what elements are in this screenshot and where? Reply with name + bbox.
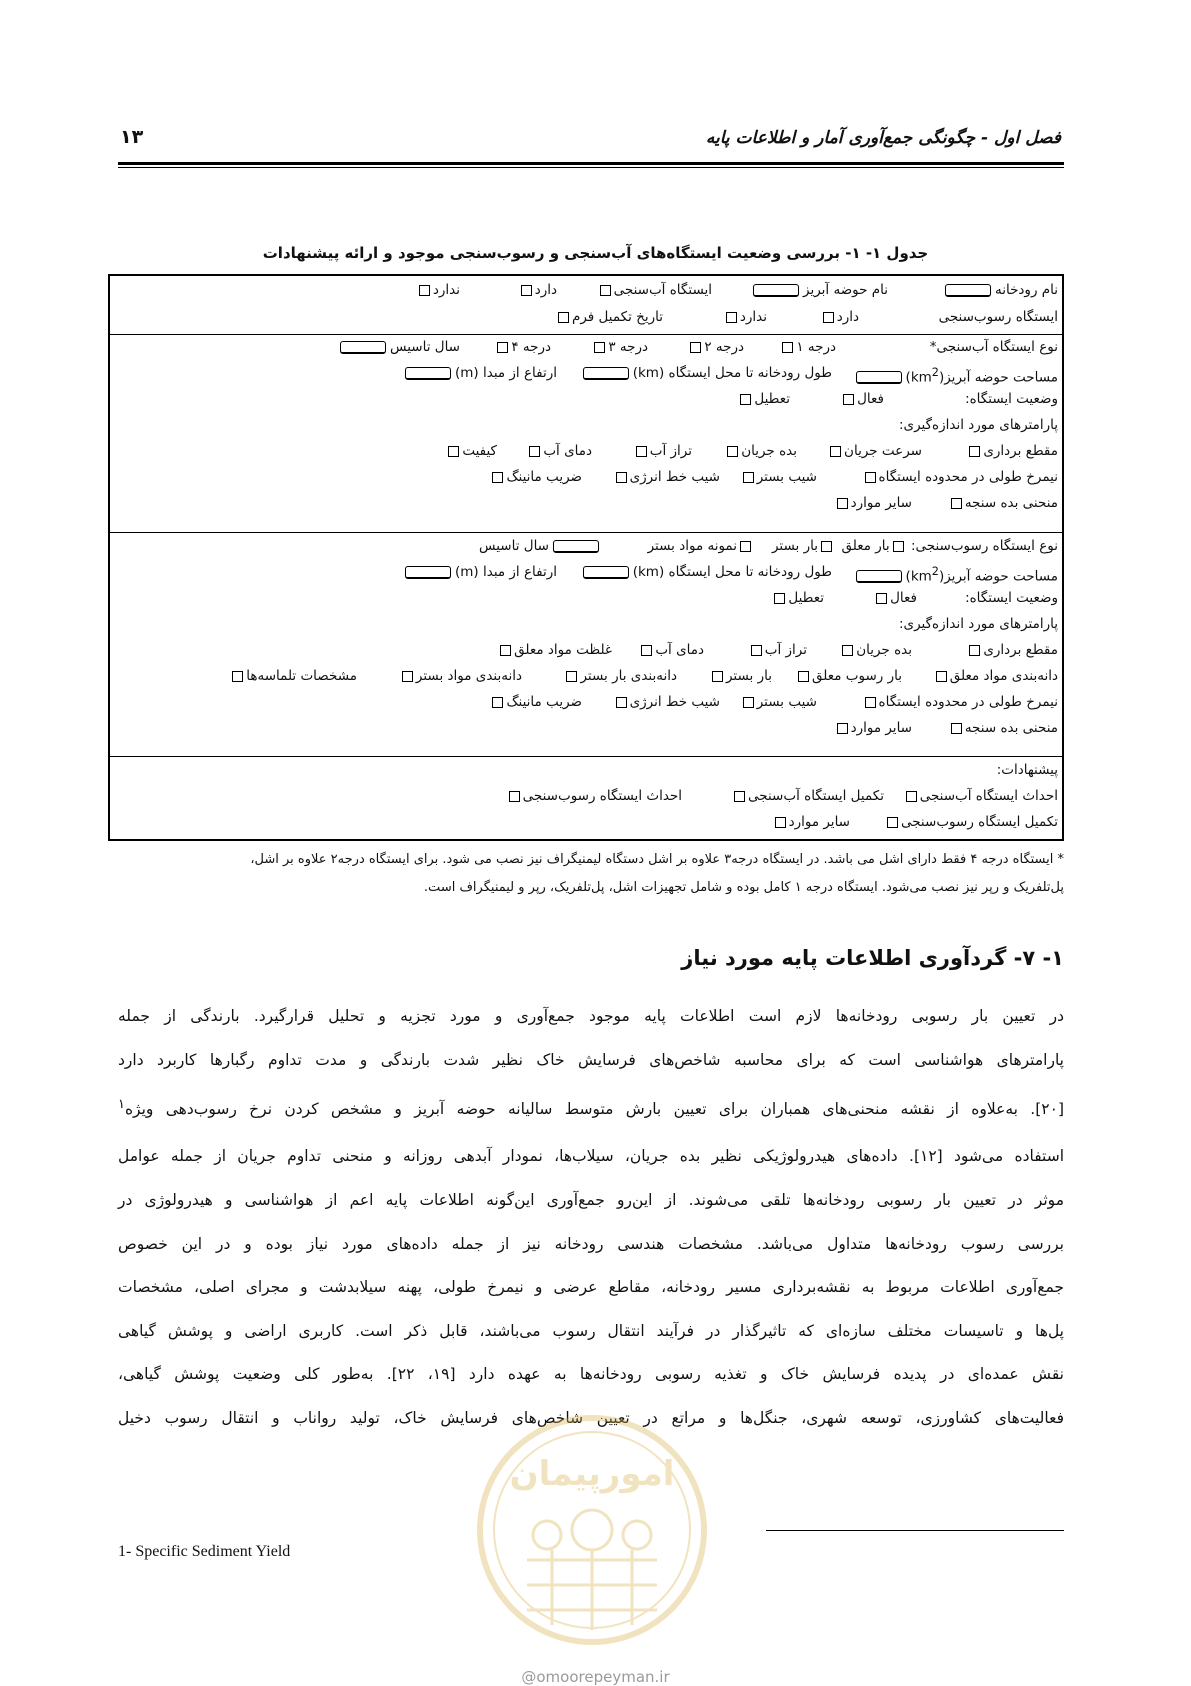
station-survey-table: [108, 274, 1064, 841]
bed-slope-option[interactable]: [740, 468, 817, 486]
complete-hydro-option[interactable]: [731, 787, 884, 805]
has-not-option[interactable]: [723, 308, 767, 326]
basin-area-label: مساحت حوضه آبریز: [944, 369, 1058, 386]
checkbox[interactable]: [823, 312, 834, 323]
checkbox[interactable]: [774, 593, 785, 604]
inactive-option[interactable]: [737, 390, 790, 408]
hydro-station-label: ایستگاه آب‌سنجی: [613, 282, 712, 298]
footnote-ref: ۱: [118, 1097, 125, 1112]
cross-section-option[interactable]: [966, 442, 1058, 460]
option-label: غلظت مواد معلق: [514, 642, 612, 658]
grade1-option[interactable]: [779, 338, 836, 356]
table-note-line: پل‌تلفریک و رپر نیز نصب می‌شود. ایستگاه درجه ۱ کامل بوده و شامل تجهیزات اشل، پل‌تلفریک، رپر و لیمنیگراف است.: [423, 880, 1064, 895]
unit: (km: [910, 369, 945, 386]
table-caption: جدول ۱- ۱- بررسی وضعیت ایستگاه‌های آب‌سنجی و رسوب‌سنجی موجود و ارائه پیشنهادات: [262, 244, 929, 262]
option-label: منحنی بده سنجه: [964, 720, 1058, 736]
option-label: مقطع برداری: [983, 642, 1058, 658]
option-label: سایر موارد: [788, 814, 850, 830]
inactive-option[interactable]: [771, 589, 824, 607]
paragraph-line-with-ref: [118, 1097, 1064, 1118]
elevation-input[interactable]: [405, 566, 451, 579]
checkbox[interactable]: [743, 472, 754, 483]
checkbox[interactable]: [775, 817, 786, 828]
grade-label: درجه ۲: [704, 339, 744, 355]
basin-name-field[interactable]: [749, 281, 888, 299]
water-temp-option[interactable]: [526, 442, 592, 460]
option-label: احداث ایستگاه رسوب‌سنجی: [522, 788, 682, 804]
option-label: دانه‌بندی مواد معلق: [949, 668, 1058, 684]
checkbox[interactable]: [616, 472, 627, 483]
checkbox[interactable]: [497, 342, 508, 353]
long-profile-option[interactable]: [862, 693, 1058, 711]
params-label: پارامترهای مورد اندازه‌گیری:: [898, 616, 1058, 632]
grade-label: درجه ۱: [796, 339, 836, 355]
grade3-option[interactable]: [591, 338, 648, 356]
rating-curve-option[interactable]: [948, 719, 1058, 737]
paragraph-line: پارامترهای هواشناسی است که برای محاسبه شاخص‌های فرسایش خاک نظیر شدت بارندگی و مدت تداوم رگبارها کاربرد دارد: [118, 1051, 1064, 1069]
checkbox[interactable]: [521, 285, 532, 296]
bed-load-option[interactable]: [772, 537, 835, 555]
checkbox[interactable]: [951, 498, 962, 509]
manning-option[interactable]: [489, 468, 582, 486]
bed-slope-option[interactable]: [740, 693, 817, 711]
checkbox[interactable]: [566, 671, 577, 682]
founded-label: سال تاسیس: [390, 339, 460, 355]
option-label: بده جریان: [741, 443, 797, 459]
paragraph-text: [۲۰]. به‌علاوه از نقشه منحنی‌های همباران برای تعیین بارش متوسط سالیانه حوضه آبریز و مشخص کردن نرخ رسوب‌دهی ویژه: [124, 1100, 1064, 1119]
basin-area-input[interactable]: [856, 371, 902, 384]
watermark-logo: [472, 1410, 712, 1650]
option-label: دمای آب: [655, 642, 704, 658]
checkbox[interactable]: [893, 541, 904, 552]
river-length-field[interactable]: [579, 364, 832, 382]
water-level-option[interactable]: [633, 442, 692, 460]
elevation-field[interactable]: [401, 364, 557, 382]
grade-label: درجه ۳: [608, 339, 648, 355]
river-name-label: نام رودخانه: [994, 282, 1058, 298]
energy-slope-option[interactable]: [613, 693, 720, 711]
option-label: بار بستر: [725, 668, 772, 684]
table-note-line: * ایستگاه درجه ۴ فقط دارای اشل می باشد. در ایستگاه درجه۳ علاوه بر اشل دستگاه لیمنیگراف نیز نصب می شود. برای ایستگاه درجه۲ علاوه بر اشل،: [250, 852, 1064, 867]
checkbox[interactable]: [798, 671, 809, 682]
form-date-label: تاریخ تکمیل فرم: [571, 309, 663, 325]
elevation-field[interactable]: [401, 563, 557, 581]
has-option[interactable]: [820, 308, 859, 326]
paragraph-line: جمع‌آوری اطلاعات مربوط به نقشه‌برداری مسیر رودخانه، مقاطع عرضی و نیمرخ طولی، پهنه سیلابدشت و مجرای اصلی، مشخصات: [118, 1278, 1064, 1296]
basin-area-input[interactable]: [856, 570, 902, 583]
option-label: نمونه مواد بستر: [647, 538, 737, 554]
has-not-label: ندارد: [739, 309, 767, 325]
checkbox[interactable]: [865, 697, 876, 708]
paragraph-line: موثر در تعیین بار رسوبی رودخانه‌ها تلقی می‌شوند. از این‌رو جمع‌آوری این‌گونه اطلاعات پایه اعم از هواشناسی و هیدرولوژی در: [118, 1191, 1064, 1209]
option-label: بار معلق: [841, 538, 890, 554]
river-name-input[interactable]: [945, 284, 991, 297]
paragraph-line: بررسی رسوب رودخانه‌ها متداول می‌باشد. مشخصات هندسی رودخانه نیز از جمله داده‌های مورد نیاز بوده و در این خصوص: [118, 1235, 1064, 1253]
page-number: ۱۳: [120, 126, 144, 148]
option-label: شیب بستر: [756, 469, 817, 485]
option-label: تکمیل ایستگاه آب‌سنجی: [748, 788, 884, 804]
elevation-label: ارتفاع از مبدا (m): [454, 365, 557, 381]
paragraph-line: نقش عمده‌ای در پدیده فرسایش خاک و تغذیه رسوبی رودخانه‌ها به عهده دارد [۱۹، ۲۲]. به‌طور کلی وضعیت پوشش گیاهی،: [118, 1365, 1064, 1383]
paragraph-line: فعالیت‌های کشاورزی، توسعه شهری، جنگل‌ها و مراتع در تعیین شاخص‌های فرسایش خاک، تولید رواناب و انتقال رسوب دخیل: [118, 1409, 1064, 1427]
inactive-label: تعطیل: [788, 590, 824, 606]
river-length-input[interactable]: [583, 367, 629, 380]
basin-area-label: مساحت حوضه آبریز: [944, 568, 1058, 585]
checkbox[interactable]: [492, 472, 503, 483]
elevation-label: ارتفاع از مبدا (m): [454, 564, 557, 580]
paragraph-line: پل‌ها و تاسیسات مختلف سازه‌ای که تاثیرگذار در فرآیند انتقال رسوب می‌باشند، قابل ذکر است. کاربری اراضی و پوشش گیاهی: [118, 1322, 1064, 1340]
option-label: سرعت جریان: [844, 443, 922, 459]
energy-slope-option[interactable]: [613, 468, 720, 486]
option-label: نیمرخ طولی در محدوده ایستگاه: [878, 694, 1058, 710]
checkbox[interactable]: [509, 791, 520, 802]
option-label: نیمرخ طولی در محدوده ایستگاه: [878, 469, 1058, 485]
sediment-type-field: [841, 537, 1058, 555]
checkbox[interactable]: [419, 285, 430, 296]
checkbox[interactable]: [690, 342, 701, 353]
basin-name-label: نام حوضه آبریز: [803, 282, 888, 298]
checkbox[interactable]: [951, 723, 962, 734]
discharge-option[interactable]: [839, 641, 912, 659]
checkbox[interactable]: [782, 342, 793, 353]
checkbox[interactable]: [743, 697, 754, 708]
checkbox[interactable]: [843, 394, 854, 405]
option-label: شیب خط انرژی: [629, 469, 720, 485]
susp-conc-option[interactable]: [497, 641, 612, 659]
river-length-label: طول رودخانه تا محل ایستگاه (km): [632, 564, 832, 580]
option-label: منحنی بده سنجه: [964, 495, 1058, 511]
checkbox[interactable]: [600, 285, 611, 296]
has-label: دارد: [534, 282, 557, 298]
founded-field[interactable]: [336, 338, 460, 356]
velocity-option[interactable]: [827, 442, 922, 460]
unit-close: ): [905, 369, 911, 386]
discharge-option[interactable]: [724, 442, 797, 460]
status-label: وضعیت ایستگاه:: [965, 590, 1058, 606]
option-label: دانه‌بندی بار بستر: [580, 668, 677, 684]
checkbox[interactable]: [734, 791, 745, 802]
footnote-rule: [766, 1530, 1064, 1531]
susp-load-option[interactable]: [795, 667, 902, 685]
armour-option[interactable]: [229, 667, 357, 685]
status-label: وضعیت ایستگاه:: [965, 391, 1058, 407]
river-name-field[interactable]: [941, 281, 1058, 299]
paragraph-line: در تعیین بار رسوبی رودخانه‌ها لازم است اطلاعات پایه موجود جمع‌آوری و مورد تجزیه و تحلیل قرارگیرد. بارندگی از جمله: [118, 1007, 1064, 1025]
quality-option[interactable]: [445, 442, 497, 460]
option-label: ضریب مانینگ: [506, 694, 582, 710]
checkbox[interactable]: [641, 645, 652, 656]
inactive-label: تعطیل: [754, 391, 790, 407]
option-label: بار رسوب معلق: [812, 668, 902, 684]
checkbox[interactable]: [830, 446, 841, 457]
other-option[interactable]: [772, 813, 850, 831]
founded-input[interactable]: [553, 540, 599, 553]
checkbox[interactable]: [906, 791, 917, 802]
paragraph-line: استفاده می‌شود [۱۲]. داده‌های هیدرولوژیکی نظیر بده جریان، سیلاب‌ها، نمودار آبدهی روزانه و منحنی تداوم جریان از جمله عوامل: [118, 1147, 1064, 1165]
option-label: سایر موارد: [850, 495, 912, 511]
watermark-url: [0, 1668, 1191, 1686]
checkbox[interactable]: [740, 541, 751, 552]
checkbox[interactable]: [837, 723, 848, 734]
bed-load-param-option[interactable]: [709, 667, 772, 685]
params-label: پارامترهای مورد اندازه‌گیری:: [898, 417, 1058, 433]
water-level-option[interactable]: [748, 641, 807, 659]
checkbox[interactable]: [726, 312, 737, 323]
checkbox[interactable]: [402, 671, 413, 682]
unit-exponent: 2: [931, 366, 939, 379]
water-temp-option[interactable]: [638, 641, 704, 659]
cross-section-option[interactable]: [966, 641, 1058, 659]
unit: (km: [910, 568, 945, 585]
section-heading: ۱- ۷- گردآوری اطلاعات پایه مورد نیاز: [681, 946, 1064, 970]
footnote-text: 1- Specific Sediment Yield: [118, 1543, 291, 1560]
active-option[interactable]: [840, 390, 884, 408]
active-label: فعال: [857, 391, 884, 407]
build-hydro-option[interactable]: [903, 787, 1058, 805]
manning-option[interactable]: [489, 693, 582, 711]
checkbox[interactable]: [712, 671, 723, 682]
checkbox[interactable]: [232, 671, 243, 682]
checkbox[interactable]: [842, 645, 853, 656]
grade-label: درجه ۴: [511, 339, 551, 355]
header-rule: [118, 162, 1064, 165]
grade2-option[interactable]: [687, 338, 744, 356]
checkbox[interactable]: [969, 645, 980, 656]
checkbox[interactable]: [751, 645, 762, 656]
option-label: تکمیل ایستگاه رسوب‌سنجی: [900, 814, 1058, 830]
sediment-type-label: نوع ایستگاه رسوب‌سنجی:: [910, 538, 1058, 554]
unit-exponent: 2: [931, 565, 939, 578]
basin-area-field[interactable]: [852, 563, 1058, 586]
has-not-label: ندارد: [432, 282, 460, 298]
checkbox[interactable]: [529, 446, 540, 457]
option-label: تراز آب: [764, 642, 807, 658]
option-label: کیفیت: [462, 443, 497, 459]
active-label: فعال: [890, 590, 917, 606]
hydro-station-option[interactable]: [597, 281, 712, 299]
watermark-url-text: @omoorepeyman.ir: [521, 1668, 670, 1686]
checkbox[interactable]: [821, 541, 832, 552]
grade4-option[interactable]: [494, 338, 551, 356]
checkbox[interactable]: [594, 342, 605, 353]
table-separator: [110, 756, 1062, 757]
option-label: دانه‌بندی مواد بستر: [415, 668, 522, 684]
founded-input[interactable]: [340, 341, 386, 354]
checkbox[interactable]: [740, 394, 751, 405]
checkbox[interactable]: [492, 697, 503, 708]
checkbox[interactable]: [558, 312, 569, 323]
other-option[interactable]: [834, 719, 912, 737]
founded-label: سال تاسیس: [479, 538, 549, 554]
suggestions-label: پیشنهادات:: [996, 762, 1058, 778]
bed-sample-option[interactable]: [648, 537, 754, 555]
option-label: مقطع برداری: [983, 443, 1058, 459]
has-not-option[interactable]: [416, 281, 460, 299]
long-profile-option[interactable]: [862, 468, 1058, 486]
option-label: مشخصات تلماسه‌ها: [246, 668, 357, 684]
header-rule-thin: [118, 167, 1064, 168]
option-label: سایر موارد: [850, 720, 912, 736]
checkbox[interactable]: [887, 817, 898, 828]
checkbox[interactable]: [865, 472, 876, 483]
table-separator: [110, 334, 1062, 335]
has-option[interactable]: [518, 281, 557, 299]
checkbox[interactable]: [448, 446, 459, 457]
river-length-label: طول رودخانه تا محل ایستگاه (km): [632, 365, 832, 381]
basin-name-input[interactable]: [753, 284, 799, 297]
checkbox[interactable]: [936, 671, 947, 682]
complete-sed-option[interactable]: [884, 813, 1058, 831]
has-label: دارد: [836, 309, 859, 325]
option-label: تراز آب: [649, 443, 692, 459]
unit-close: ): [905, 568, 911, 585]
checkbox[interactable]: [727, 446, 738, 457]
table-separator: [110, 532, 1062, 533]
form-date-option[interactable]: [555, 308, 663, 326]
river-length-field[interactable]: [579, 563, 832, 581]
option-label: احداث ایستگاه آب‌سنجی: [919, 788, 1058, 804]
checkbox[interactable]: [837, 498, 848, 509]
option-label: شیب بستر: [756, 694, 817, 710]
active-option[interactable]: [873, 589, 917, 607]
hydro-type-label: نوع ایستگاه آب‌سنجی*: [929, 339, 1058, 355]
option-label: بار بستر: [771, 538, 818, 554]
rating-curve-option[interactable]: [948, 494, 1058, 512]
other-option[interactable]: [834, 494, 912, 512]
sediment-station-label: ایستگاه رسوب‌سنجی: [938, 309, 1058, 325]
checkbox[interactable]: [969, 446, 980, 457]
checkbox[interactable]: [876, 593, 887, 604]
option-label: شیب خط انرژی: [629, 694, 720, 710]
founded-field[interactable]: [479, 537, 603, 555]
bed-mat-grad-option[interactable]: [399, 667, 522, 685]
checkbox[interactable]: [500, 645, 511, 656]
option-label: بده جریان: [856, 642, 912, 658]
build-sed-option[interactable]: [506, 787, 682, 805]
elevation-input[interactable]: [405, 367, 451, 380]
checkbox[interactable]: [636, 446, 647, 457]
susp-grad-option[interactable]: [933, 667, 1058, 685]
river-length-input[interactable]: [583, 566, 629, 579]
bed-load-grad-option[interactable]: [563, 667, 677, 685]
basin-area-field[interactable]: [852, 364, 1058, 387]
checkbox[interactable]: [616, 697, 627, 708]
option-label: ضریب مانینگ: [506, 469, 582, 485]
watermark-logo-text: امورپیمان: [509, 1454, 675, 1494]
option-label: دمای آب: [543, 443, 592, 459]
chapter-title: فصل اول - چگونگی جمع‌آوری آمار و اطلاعات پایه: [705, 128, 1061, 148]
